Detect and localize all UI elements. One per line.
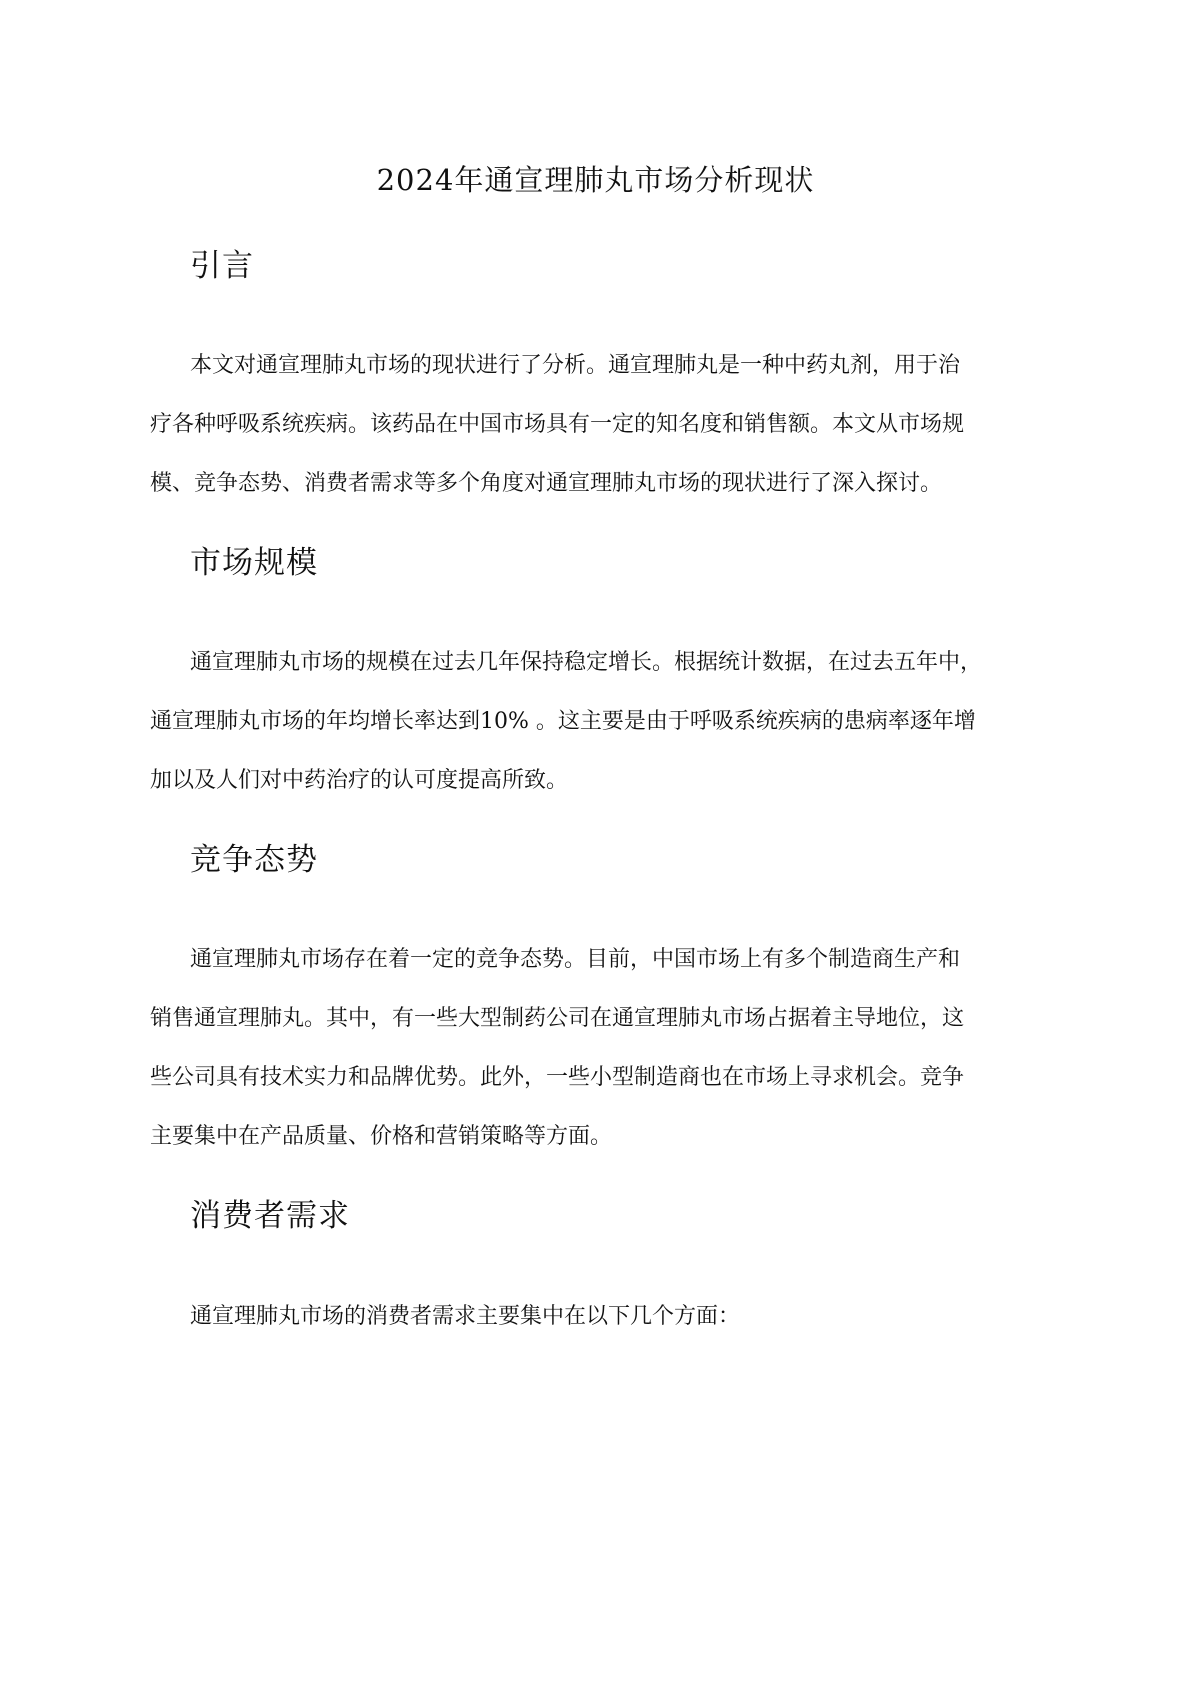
document-title: 2024年通宣理肺丸市场分析现状 [376,163,815,197]
paragraph-line: 模、竞争态势、消费者需求等多个角度对通宣理肺丸市场的现状进行了深入探讨。 [150,471,943,496]
paragraph-line: 销售通宣理肺丸。其中，有一些大型制药公司在通宣理肺丸市场占据着主导地位，这 [150,1006,965,1031]
section-paragraph-competition [150,930,1050,1166]
paragraph-line: 疗各种呼吸系统疾病。该药品在中国市场具有一定的知名度和销售额。本文从市场规 [150,412,965,437]
section-heading-consumer-demand: 消费者需求 [190,1198,350,1234]
paragraph-line: 通宣理肺丸市场的年均增长率达到10% 。这主要是由于呼吸系统疾病的患病率逐年增 [150,709,976,734]
paragraph-line: 加以及人们对中药治疗的认可度提高所致。 [150,768,569,793]
paragraph-line: 本文对通宣理肺丸市场的现状进行了分析。通宣理肺丸是一种中药丸剂，用于治 [190,353,961,378]
section-heading-market-size: 市场规模 [190,545,318,581]
section-heading-competition: 竞争态势 [190,842,318,878]
section-paragraph-consumer-demand [150,1287,1050,1346]
section-heading-introduction: 引言 [190,248,254,284]
section-paragraph-market-size [150,633,1050,810]
paragraph-line: 通宣理肺丸市场的规模在过去几年保持稳定增长。根据统计数据，在过去五年中， [190,650,983,675]
paragraph-line: 通宣理肺丸市场的消费者需求主要集中在以下几个方面： [190,1304,741,1329]
section-paragraph-introduction [150,336,1050,513]
paragraph-line: 些公司具有技术实力和品牌优势。此外，一些小型制造商也在市场上寻求机会。竞争 [150,1065,965,1090]
paragraph-line: 通宣理肺丸市场存在着一定的竞争态势。目前，中国市场上有多个制造商生产和 [190,947,961,972]
paragraph-line: 主要集中在产品质量、价格和营销策略等方面。 [150,1124,613,1149]
